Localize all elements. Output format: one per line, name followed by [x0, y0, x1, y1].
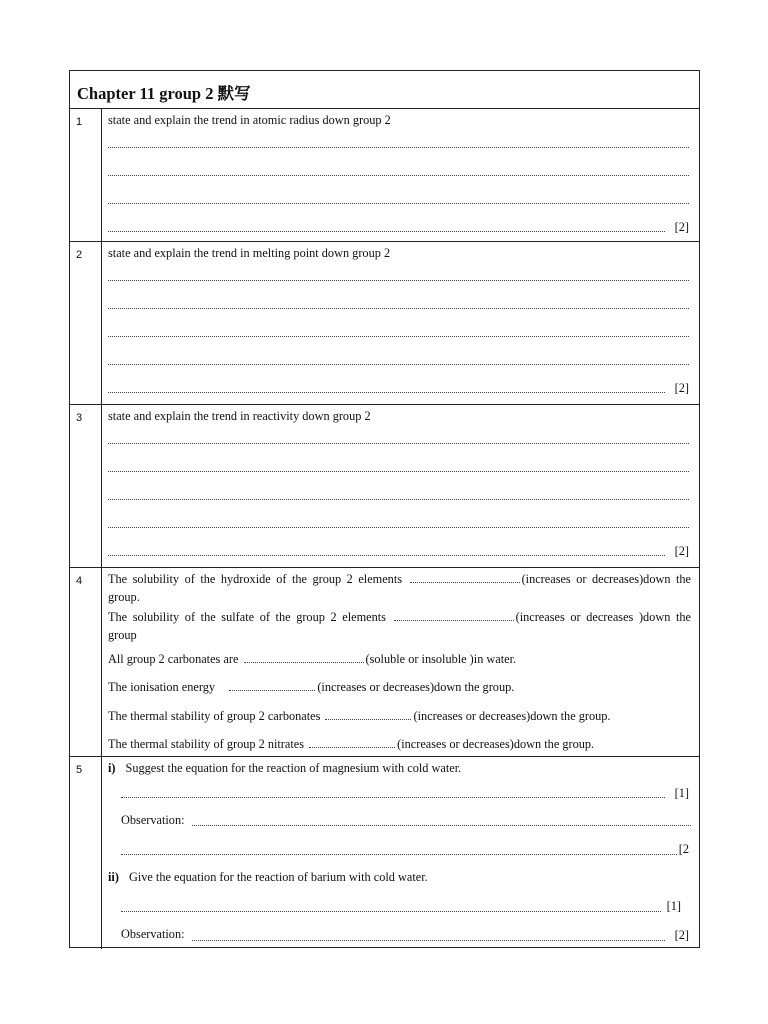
blank-line: [325, 710, 411, 720]
blank-line: [394, 611, 514, 621]
answer-line: [108, 364, 689, 365]
mark-label: [2]: [674, 381, 689, 395]
statement-carbonate-stability: The thermal stability of group 2 carbonates (increases or decreases)down the group.: [108, 709, 611, 723]
mark-label: [2]: [674, 544, 689, 558]
blank-line: [229, 681, 315, 691]
question-number: 5: [76, 764, 83, 776]
question-number: 4: [76, 575, 83, 587]
question-3-text: state and explain the trend in reactivity down group 2: [108, 409, 371, 423]
observation-label: Observation:: [121, 813, 185, 827]
statement-sulfate: The solubility of the sulfate of the group 2 elements (increases or decreases )down the: [108, 610, 691, 624]
number-cell: [70, 757, 102, 949]
title-row: [70, 71, 699, 109]
mark-label: [2]: [674, 928, 689, 942]
blank-line: [309, 738, 395, 748]
answer-line: [108, 308, 689, 309]
blank-line: [410, 573, 520, 583]
answer-line: [108, 203, 689, 204]
answer-line: [108, 280, 689, 281]
answer-line: [108, 147, 689, 148]
part-ii-prompt: ii) Give the equation for the reaction of barium with cold water.: [108, 870, 428, 884]
number-cell: [70, 242, 102, 404]
mark-label: [1]: [674, 786, 689, 800]
question-number: 2: [76, 249, 83, 261]
mark-label: [2: [678, 842, 689, 856]
answer-line: [108, 555, 665, 556]
worksheet-title: Chapter 11 group 2 默写: [77, 84, 251, 103]
question-5-row: [70, 757, 699, 949]
question-2-row: [70, 242, 699, 405]
answer-line: [108, 392, 665, 393]
statement-ionisation: The ionisation energy (increases or decreases)down the group.: [108, 680, 515, 694]
answer-line: [108, 471, 689, 472]
part-i-prompt: i) Suggest the equation for the reaction of magnesium with cold water.: [108, 761, 462, 775]
question-1-row: [70, 109, 699, 242]
statement-sulfate-cont: group: [108, 628, 137, 642]
statement-hydroxide-cont: group.: [108, 590, 140, 604]
answer-line: [121, 911, 661, 912]
answer-line: [121, 797, 665, 798]
observation-label: Observation:: [121, 927, 185, 941]
question-2-text: state and explain the trend in melting point down group 2: [108, 246, 391, 260]
mark-label: [1]: [666, 899, 681, 913]
worksheet-table: [69, 70, 700, 948]
number-cell: [70, 568, 102, 756]
answer-line: [108, 175, 689, 176]
answer-line: [192, 940, 665, 941]
mark-label: [2]: [674, 220, 689, 234]
question-1-text: state and explain the trend in atomic radius down group 2: [108, 113, 391, 127]
question-number: 3: [76, 412, 83, 424]
answer-line: [108, 527, 689, 528]
statement-nitrate-stability: The thermal stability of group 2 nitrates (increases or decreases)down the group.: [108, 737, 595, 751]
blank-line: [244, 653, 364, 663]
answer-line: [108, 336, 689, 337]
answer-line: [108, 231, 665, 232]
answer-line: [121, 854, 677, 855]
question-3-row: [70, 405, 699, 568]
number-cell: [70, 405, 102, 567]
question-number: 1: [76, 116, 83, 128]
statement-hydroxide: The solubility of the hydroxide of the group 2 elements (increases or decreases)down the: [108, 572, 692, 586]
statement-carbonates: All group 2 carbonates are (soluble or insoluble )in water.: [108, 652, 517, 666]
question-4-row: [70, 568, 699, 757]
answer-line: [108, 499, 689, 500]
number-cell: [70, 109, 102, 241]
answer-line: [192, 825, 691, 826]
answer-line: [108, 443, 689, 444]
